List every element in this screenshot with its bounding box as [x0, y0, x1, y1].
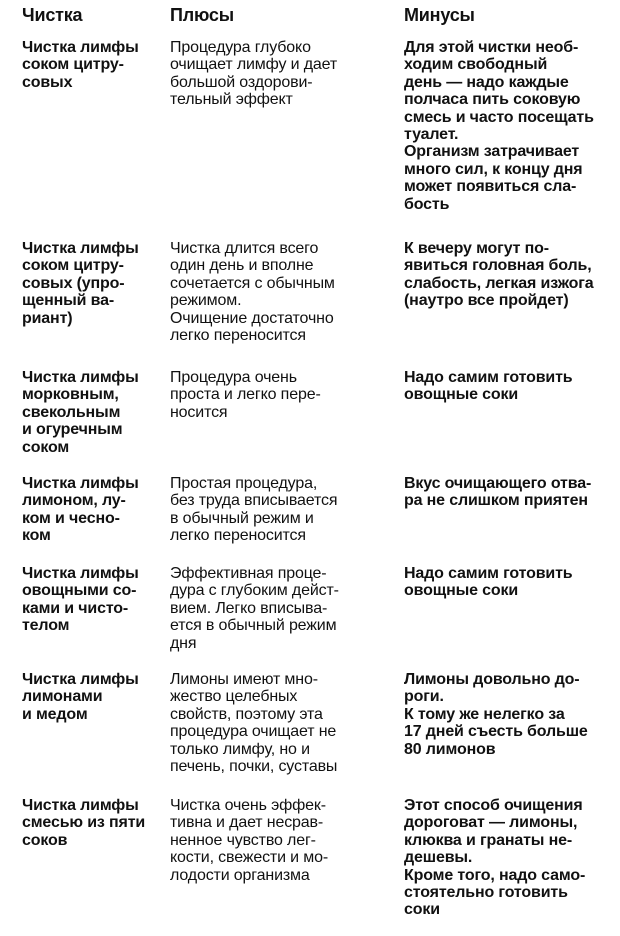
text-line: в обычный режим и [170, 509, 314, 527]
cons-cell [404, 565, 616, 600]
text-line: клюква и гранаты не- [404, 831, 573, 849]
text-line: смесью из пяти [22, 814, 146, 832]
text-line: тельный эффект [170, 91, 293, 109]
text-line: роги. [404, 688, 444, 706]
text-line: ком [22, 527, 51, 545]
pros-cell [170, 797, 395, 884]
cleansing-name-cell [22, 240, 162, 327]
text-line: процедура очищает не [170, 723, 337, 741]
text-line: 80 лимонов [404, 740, 496, 758]
text-line: Лимоны довольно до- [404, 671, 580, 688]
text-line: 17 дней съесть больше [404, 723, 588, 741]
text-line: лимонами [22, 688, 103, 706]
text-line: явиться головная боль, [404, 257, 592, 275]
pros-cell [170, 39, 395, 109]
text-line: лодости организма [170, 866, 310, 884]
text-line: и медом [22, 705, 88, 723]
text-line: и огуречным [22, 421, 123, 439]
text-line: вием. Легко вписыва- [170, 599, 328, 617]
text-line: Чистка лимфы [22, 475, 139, 492]
cleansing-name-cell [22, 565, 162, 635]
text-line: ненное чувство лег- [170, 831, 316, 849]
cleansing-name-cell [22, 475, 162, 545]
text-line: Чистка лимфы [22, 565, 139, 582]
header-cons: Минусы [404, 5, 475, 25]
pros-cell [170, 369, 395, 421]
cons-cell [404, 369, 616, 404]
pros-cell [170, 475, 395, 545]
text-line: риант) [22, 309, 73, 327]
text-line: Чистка лимфы [22, 369, 139, 386]
text-line: соков [22, 831, 68, 849]
text-line: соком [22, 438, 70, 456]
text-line: соком цитру- [22, 257, 124, 275]
text-line: может появиться сла- [404, 178, 577, 196]
text-line: щенный ва- [22, 292, 115, 310]
text-line: много сил, к концу дня [404, 160, 583, 178]
cleansing-name-cell [22, 797, 162, 849]
text-line: дня [170, 634, 197, 652]
text-line: овощные соки [404, 582, 519, 600]
text-line: Кроме того, надо само- [404, 866, 586, 884]
text-line: тивна и дает несрав- [170, 814, 324, 832]
text-line: смесь и часто посещать [404, 108, 594, 126]
text-line: туалет. [404, 126, 459, 144]
text-line: Вкус очищающего отва- [404, 475, 592, 492]
text-line: Чистка длится всего [170, 240, 319, 257]
text-line: Чистка лимфы [22, 39, 139, 56]
text-line: К вечеру могут по- [404, 240, 549, 257]
text-line: свекольным [22, 403, 121, 421]
pros-cell [170, 565, 395, 652]
text-line: Процедура глубоко [170, 39, 311, 56]
text-line: соки [404, 901, 440, 919]
text-line: легко переносится [170, 327, 306, 345]
text-line: носится [170, 403, 228, 421]
text-line: сочетается с обычным [170, 274, 335, 292]
text-line: Процедура очень [170, 369, 297, 386]
header-cleansing: Чистка [22, 5, 83, 25]
text-line: без труда вписывается [170, 492, 338, 510]
text-line: дура с глубоким дейст- [170, 582, 339, 600]
cons-cell [404, 39, 616, 213]
text-line: проста и легко пере- [170, 386, 321, 404]
text-line: совых [22, 73, 73, 91]
text-line: морковным, [22, 386, 119, 404]
text-line: ра не слишком приятен [404, 492, 588, 510]
text-line: совых (упро- [22, 274, 125, 292]
text-line: слабость, легкая изжога [404, 274, 594, 292]
text-line: кости, свежести и мо- [170, 849, 329, 867]
text-line: полчаса пить соковую [404, 91, 581, 109]
text-line: стоятельно готовить [404, 884, 568, 902]
text-line: Этот способ очищения [404, 797, 583, 814]
text-line: Чистка лимфы [22, 671, 139, 688]
text-line: Эффективная проце- [170, 565, 327, 582]
text-line: свойств, поэтому эта [170, 705, 323, 723]
text-line: Надо самим готовить [404, 369, 573, 386]
text-line: легко переносится [170, 527, 306, 545]
text-line: печень, почки, суставы [170, 758, 338, 776]
text-line: большой оздорови- [170, 73, 313, 91]
header-pros: Плюсы [170, 5, 234, 25]
text-line: Чистка очень эффек- [170, 797, 326, 814]
pros-cell [170, 671, 395, 775]
text-line: дороговат — лимоны, [404, 814, 578, 832]
text-line: соком цитру- [22, 56, 124, 74]
text-line: Лимоны имеют мно- [170, 671, 318, 688]
text-line: Организм затрачивает [404, 143, 580, 161]
text-line: ками и чисто- [22, 599, 129, 617]
text-line: овощными со- [22, 582, 137, 600]
text-line: режимом. [170, 292, 242, 310]
text-line: Чистка лимфы [22, 240, 139, 257]
text-line: жество целебных [170, 688, 298, 706]
text-line: лимоном, лу- [22, 492, 126, 510]
text-line: ется в обычный режим [170, 617, 337, 635]
text-line: Чистка лимфы [22, 797, 139, 814]
text-line: очищает лимфу и дает [170, 56, 338, 74]
text-line: ходим свободный [404, 56, 548, 74]
cons-cell [404, 475, 616, 510]
text-line: Очищение достаточно [170, 309, 334, 327]
text-line: К тому же нелегко за [404, 705, 565, 723]
cleansing-name-cell [22, 671, 162, 723]
cons-cell [404, 240, 616, 310]
text-line: день — надо каждые [404, 73, 569, 91]
text-line: ком и чесно- [22, 509, 120, 527]
text-line: телом [22, 617, 70, 635]
text-line: дешевы. [404, 849, 473, 867]
pros-cell [170, 240, 395, 344]
text-line: только лимфу, но и [170, 740, 310, 758]
text-line: овощные соки [404, 386, 519, 404]
cons-cell [404, 797, 616, 919]
text-line: Для этой чистки необ- [404, 39, 579, 56]
text-line: бость [404, 195, 450, 213]
text-line: (наутро все пройдет) [404, 292, 569, 310]
cleansing-name-cell [22, 369, 162, 456]
text-line: Надо самим готовить [404, 565, 573, 582]
text-line: один день и вполне [170, 257, 314, 275]
cleansing-name-cell [22, 39, 162, 91]
cons-cell [404, 671, 616, 758]
text-line: Простая процедура, [170, 475, 318, 492]
